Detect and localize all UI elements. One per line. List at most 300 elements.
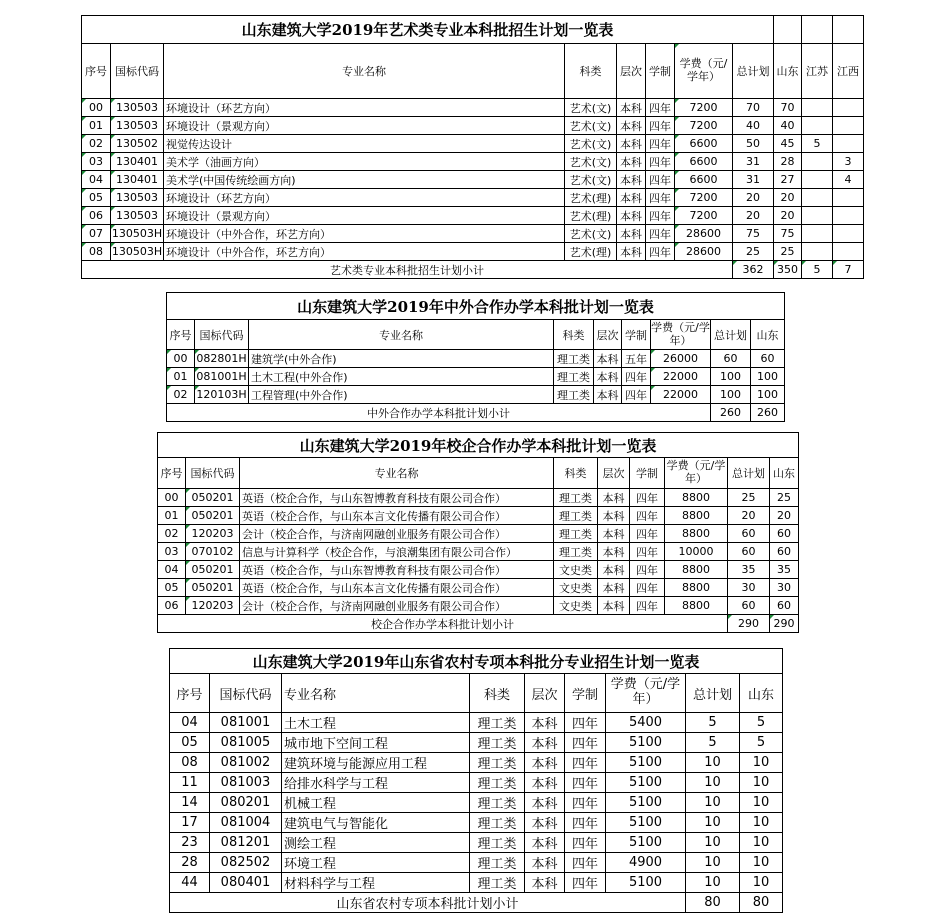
cell-cat: 理工类 <box>470 793 525 813</box>
subtotal-shandong: 260 <box>751 404 785 422</box>
header-years: 学制 <box>622 320 651 350</box>
cell-total: 10 <box>686 753 740 773</box>
cell-fee: 22000 <box>651 386 711 404</box>
cell-fee: 28600 <box>675 225 733 243</box>
table-row <box>170 873 783 893</box>
cell-seq: 02 <box>82 135 111 153</box>
cell-fee: 6600 <box>675 135 733 153</box>
cell-name: 视觉传达设计 <box>164 135 565 153</box>
cell-name: 环境设计（环艺方向） <box>164 99 565 117</box>
cell-jiangsu <box>802 207 833 225</box>
header-total: 总计划 <box>686 674 740 713</box>
cell-total: 20 <box>733 189 774 207</box>
cell-level: 本科 <box>617 153 646 171</box>
cell-fee: 5100 <box>606 813 686 833</box>
cell-name: 环境设计（环艺方向） <box>164 189 565 207</box>
header-level: 层次 <box>525 674 565 713</box>
header-name: 专业名称 <box>164 44 565 99</box>
cell-fee: 5100 <box>606 833 686 853</box>
cell-years: 四年 <box>565 713 606 733</box>
subtotal-total: 290 <box>728 615 770 633</box>
cell-seq: 02 <box>158 525 186 543</box>
cell-years: 四年 <box>622 386 651 404</box>
cell-fee: 6600 <box>675 171 733 189</box>
header-years: 学制 <box>565 674 606 713</box>
cell-shandong: 60 <box>770 597 799 615</box>
subtotal-label: 校企合作办学本科批计划小计 <box>158 615 728 633</box>
cell-level: 本科 <box>617 225 646 243</box>
cell-jiangsu <box>802 243 833 261</box>
header-total: 总计划 <box>733 44 774 99</box>
cell-shandong: 10 <box>740 833 783 853</box>
subtotal-row <box>82 261 864 279</box>
header-cat: 科类 <box>470 674 525 713</box>
cell-code: 082502 <box>210 853 282 873</box>
cell-jiangxi <box>833 207 864 225</box>
school-enterprise-table <box>157 432 799 633</box>
cell-code: 081001 <box>210 713 282 733</box>
cell-level: 本科 <box>525 813 565 833</box>
cell-code: 130401 <box>111 171 164 189</box>
table-row <box>170 793 783 813</box>
cell-shandong: 20 <box>774 207 802 225</box>
cell-level: 本科 <box>617 117 646 135</box>
cell-cat: 理工类 <box>470 833 525 853</box>
cell-total: 25 <box>733 243 774 261</box>
header-seq: 序号 <box>170 674 210 713</box>
cell-shandong: 28 <box>774 153 802 171</box>
cell-jiangsu <box>802 171 833 189</box>
cell-name: 土木工程(中外合作) <box>249 368 554 386</box>
cell-cat: 艺术(理) <box>565 189 617 207</box>
cell-code: 070102 <box>186 543 240 561</box>
cell-level: 本科 <box>525 793 565 813</box>
header-level: 层次 <box>598 458 630 489</box>
header-jiangxi: 江西 <box>833 44 864 99</box>
cell-name: 英语（校企合作，与山东本言文化传播有限公司合作） <box>240 579 554 597</box>
cell-level: 本科 <box>598 579 630 597</box>
cell-cat: 艺术(理) <box>565 207 617 225</box>
cell-shandong: 25 <box>774 243 802 261</box>
cell-name: 美术学（油画方向） <box>164 153 565 171</box>
cell-level: 本科 <box>525 853 565 873</box>
cell-cat: 理工类 <box>554 368 594 386</box>
cell-cat: 理工类 <box>554 489 598 507</box>
cell-total: 31 <box>733 171 774 189</box>
header-fee: 学费（元/学年） <box>665 458 728 489</box>
cell-seq: 04 <box>158 561 186 579</box>
cell-jiangxi: 4 <box>833 171 864 189</box>
header-fee: 学费（元/学年） <box>606 674 686 713</box>
cell-code: 050201 <box>186 579 240 597</box>
header-shandong: 山东 <box>740 674 783 713</box>
cell-years: 四年 <box>622 368 651 386</box>
cell-level: 本科 <box>525 833 565 853</box>
cell-total: 50 <box>733 135 774 153</box>
cell-name: 环境设计（中外合作，环艺方向） <box>164 225 565 243</box>
cell-fee: 22000 <box>651 368 711 386</box>
header-jiangsu: 江苏 <box>802 44 833 99</box>
subtotal-row <box>167 404 785 422</box>
cell-fee: 5100 <box>606 753 686 773</box>
table-row <box>170 733 783 753</box>
cell-years: 四年 <box>646 117 675 135</box>
cell-seq: 11 <box>170 773 210 793</box>
cell-cat: 理工类 <box>470 813 525 833</box>
cell-shandong: 60 <box>751 350 785 368</box>
subtotal-shandong: 80 <box>740 893 783 913</box>
cell-fee: 5100 <box>606 793 686 813</box>
cell-cat: 艺术(文) <box>565 225 617 243</box>
cell-fee: 7200 <box>675 189 733 207</box>
cell-level: 本科 <box>617 207 646 225</box>
cell-shandong: 5 <box>740 733 783 753</box>
cell-name: 建筑环境与能源应用工程 <box>282 753 470 773</box>
rural-special-table <box>169 648 783 913</box>
cell-level: 本科 <box>594 368 622 386</box>
cell-years: 四年 <box>646 135 675 153</box>
subtotal-label: 艺术类专业本科批招生计划小计 <box>82 261 733 279</box>
cell-name: 美术学(中国传统绘画方向) <box>164 171 565 189</box>
header-seq: 序号 <box>167 320 195 350</box>
sino-foreign-table <box>166 292 785 422</box>
subtotal-jiangxi: 7 <box>833 261 864 279</box>
cell-jiangsu <box>802 225 833 243</box>
cell-cat: 艺术(文) <box>565 171 617 189</box>
table-row <box>158 561 799 579</box>
cell-years: 四年 <box>565 813 606 833</box>
header-years: 学制 <box>630 458 665 489</box>
header-fee: 学费（元/学年） <box>675 44 733 99</box>
header-cat: 科类 <box>554 320 594 350</box>
cell-level: 本科 <box>525 713 565 733</box>
cell-shandong: 20 <box>770 507 799 525</box>
cell-seq: 14 <box>170 793 210 813</box>
cell-fee: 7200 <box>675 99 733 117</box>
cell-total: 31 <box>733 153 774 171</box>
cell-level: 本科 <box>525 773 565 793</box>
cell-level: 本科 <box>598 543 630 561</box>
cell-years: 四年 <box>630 507 665 525</box>
cell-fee: 5100 <box>606 733 686 753</box>
cell-code: 081001H <box>195 368 249 386</box>
cell-years: 四年 <box>565 733 606 753</box>
header-name: 专业名称 <box>249 320 554 350</box>
cell-seq: 08 <box>82 243 111 261</box>
cell-shandong: 45 <box>774 135 802 153</box>
cell-shandong: 10 <box>740 813 783 833</box>
cell-fee: 10000 <box>665 543 728 561</box>
cell-cat: 艺术(文) <box>565 117 617 135</box>
cell-seq: 00 <box>82 99 111 117</box>
cell-name: 材料科学与工程 <box>282 873 470 893</box>
cell-shandong: 100 <box>751 386 785 404</box>
header-cat: 科类 <box>565 44 617 99</box>
cell-years: 四年 <box>630 525 665 543</box>
cell-fee: 5100 <box>606 773 686 793</box>
subtotal-label: 山东省农村专项本科批计划小计 <box>170 893 686 913</box>
header-code: 国标代码 <box>195 320 249 350</box>
cell-shandong: 20 <box>774 189 802 207</box>
cell-shandong: 30 <box>770 579 799 597</box>
cell-code: 120203 <box>186 525 240 543</box>
cell-years: 四年 <box>565 833 606 853</box>
cell-name: 会计（校企合作，与济南网融创业服务有限公司合作） <box>240 597 554 615</box>
cell-years: 四年 <box>646 207 675 225</box>
cell-total: 20 <box>728 507 770 525</box>
table-row <box>82 99 864 117</box>
cell-level: 本科 <box>617 189 646 207</box>
cell-jiangsu <box>802 189 833 207</box>
cell-seq: 03 <box>82 153 111 171</box>
cell-total: 35 <box>728 561 770 579</box>
cell-fee: 4900 <box>606 853 686 873</box>
header-row <box>158 458 799 489</box>
cell-cat: 理工类 <box>470 753 525 773</box>
cell-code: 120203 <box>186 597 240 615</box>
cell-name: 英语（校企合作，与山东智博教育科技有限公司合作） <box>240 561 554 579</box>
cell-fee: 8800 <box>665 561 728 579</box>
cell-name: 机械工程 <box>282 793 470 813</box>
cell-total: 60 <box>711 350 751 368</box>
table-row <box>82 225 864 243</box>
header-shandong: 山东 <box>770 458 799 489</box>
cell-code: 130503 <box>111 99 164 117</box>
header-shandong: 山东 <box>774 44 802 99</box>
cell-cat: 文史类 <box>554 579 598 597</box>
header-name: 专业名称 <box>282 674 470 713</box>
subtotal-total: 80 <box>686 893 740 913</box>
header-name: 专业名称 <box>240 458 554 489</box>
cell-years: 四年 <box>646 153 675 171</box>
cell-shandong: 60 <box>770 543 799 561</box>
cell-seq: 05 <box>82 189 111 207</box>
cell-total: 30 <box>728 579 770 597</box>
cell-years: 四年 <box>630 597 665 615</box>
table-row <box>158 597 799 615</box>
cell-shandong: 35 <box>770 561 799 579</box>
cell-code: 130503 <box>111 207 164 225</box>
table-title: 山东建筑大学2019年艺术类专业本科批招生计划一览表 <box>82 16 774 44</box>
cell-years: 四年 <box>630 561 665 579</box>
subtotal-total: 260 <box>711 404 751 422</box>
cell-jiangxi <box>833 135 864 153</box>
cell-seq: 01 <box>82 117 111 135</box>
header-seq: 序号 <box>158 458 186 489</box>
table-row <box>170 713 783 733</box>
table-row <box>167 386 785 404</box>
cell-code: 130503H <box>111 243 164 261</box>
cell-code: 081201 <box>210 833 282 853</box>
cell-name: 建筑学(中外合作) <box>249 350 554 368</box>
cell-seq: 05 <box>170 733 210 753</box>
cell-total: 10 <box>686 853 740 873</box>
cell-code: 130502 <box>111 135 164 153</box>
cell-years: 五年 <box>622 350 651 368</box>
cell-code: 081003 <box>210 773 282 793</box>
header-total: 总计划 <box>728 458 770 489</box>
cell-years: 四年 <box>565 773 606 793</box>
cell-shandong: 70 <box>774 99 802 117</box>
cell-shandong: 10 <box>740 753 783 773</box>
cell-shandong: 5 <box>740 713 783 733</box>
cell-fee: 5400 <box>606 713 686 733</box>
cell-code: 130503 <box>111 189 164 207</box>
cell-name: 建筑电气与智能化 <box>282 813 470 833</box>
cell-name: 给排水科学与工程 <box>282 773 470 793</box>
header-code: 国标代码 <box>186 458 240 489</box>
cell-shandong: 10 <box>740 773 783 793</box>
table-title: 山东建筑大学2019年校企合作办学本科批计划一览表 <box>158 433 799 458</box>
cell-shandong: 40 <box>774 117 802 135</box>
cell-seq: 00 <box>167 350 195 368</box>
art-enrollment-table <box>81 15 864 279</box>
cell-code: 050201 <box>186 489 240 507</box>
cell-code: 081004 <box>210 813 282 833</box>
cell-jiangxi <box>833 243 864 261</box>
cell-cat: 理工类 <box>554 507 598 525</box>
cell-code: 080401 <box>210 873 282 893</box>
cell-years: 四年 <box>565 753 606 773</box>
cell-name: 环境工程 <box>282 853 470 873</box>
cell-seq: 04 <box>170 713 210 733</box>
cell-seq: 01 <box>158 507 186 525</box>
cell-total: 60 <box>728 543 770 561</box>
cell-total: 10 <box>686 813 740 833</box>
cell-level: 本科 <box>598 561 630 579</box>
cell-code: 130503 <box>111 117 164 135</box>
cell-jiangsu: 5 <box>802 135 833 153</box>
cell-shandong: 60 <box>770 525 799 543</box>
cell-level: 本科 <box>525 753 565 773</box>
cell-cat: 文史类 <box>554 561 598 579</box>
cell-total: 5 <box>686 713 740 733</box>
table-row <box>158 543 799 561</box>
cell-seq: 44 <box>170 873 210 893</box>
cell-seq: 05 <box>158 579 186 597</box>
cell-level: 本科 <box>617 243 646 261</box>
subtotal-jiangsu: 5 <box>802 261 833 279</box>
cell-total: 60 <box>728 597 770 615</box>
table-row <box>170 773 783 793</box>
cell-seq: 08 <box>170 753 210 773</box>
cell-total: 10 <box>686 873 740 893</box>
cell-shandong: 10 <box>740 873 783 893</box>
cell-level: 本科 <box>617 99 646 117</box>
cell-cat: 理工类 <box>554 386 594 404</box>
cell-total: 40 <box>733 117 774 135</box>
cell-jiangxi <box>833 99 864 117</box>
cell-code: 050201 <box>186 507 240 525</box>
cell-total: 100 <box>711 386 751 404</box>
cell-seq: 03 <box>158 543 186 561</box>
table-row <box>170 753 783 773</box>
cell-cat: 艺术(理) <box>565 243 617 261</box>
cell-years: 四年 <box>630 489 665 507</box>
cell-code: 050201 <box>186 561 240 579</box>
cell-total: 20 <box>733 207 774 225</box>
cell-level: 本科 <box>594 386 622 404</box>
table-title: 山东建筑大学2019年山东省农村专项本科批分专业招生计划一览表 <box>170 649 783 674</box>
table-row <box>82 171 864 189</box>
cell-name: 环境设计（景观方向） <box>164 207 565 225</box>
cell-fee: 26000 <box>651 350 711 368</box>
cell-name: 工程管理(中外合作) <box>249 386 554 404</box>
cell-name: 环境设计（景观方向） <box>164 117 565 135</box>
subtotal-total: 362 <box>733 261 774 279</box>
cell-cat: 艺术(文) <box>565 153 617 171</box>
header-years: 学制 <box>646 44 675 99</box>
table-row <box>170 813 783 833</box>
header-level: 层次 <box>594 320 622 350</box>
cell-total: 70 <box>733 99 774 117</box>
cell-jiangxi: 3 <box>833 153 864 171</box>
table-row <box>158 507 799 525</box>
cell-level: 本科 <box>617 171 646 189</box>
cell-seq: 06 <box>158 597 186 615</box>
cell-jiangsu <box>802 117 833 135</box>
cell-cat: 理工类 <box>554 350 594 368</box>
cell-level: 本科 <box>617 135 646 153</box>
cell-shandong: 100 <box>751 368 785 386</box>
cell-fee: 8800 <box>665 525 728 543</box>
header-code: 国标代码 <box>111 44 164 99</box>
subtotal-shandong: 290 <box>770 615 799 633</box>
cell-name: 英语（校企合作，与山东本言文化传播有限公司合作） <box>240 507 554 525</box>
cell-years: 四年 <box>646 225 675 243</box>
cell-level: 本科 <box>594 350 622 368</box>
subtotal-row <box>170 893 783 913</box>
cell-fee: 8800 <box>665 579 728 597</box>
cell-jiangxi <box>833 189 864 207</box>
cell-cat: 理工类 <box>470 733 525 753</box>
cell-years: 四年 <box>565 793 606 813</box>
cell-cat: 理工类 <box>554 525 598 543</box>
cell-cat: 理工类 <box>470 853 525 873</box>
cell-years: 四年 <box>630 579 665 597</box>
cell-code: 081002 <box>210 753 282 773</box>
cell-jiangsu <box>802 153 833 171</box>
cell-level: 本科 <box>525 873 565 893</box>
cell-seq: 02 <box>167 386 195 404</box>
table-row <box>170 853 783 873</box>
cell-cat: 理工类 <box>470 773 525 793</box>
cell-name: 测绘工程 <box>282 833 470 853</box>
table-row <box>158 579 799 597</box>
cell-jiangxi <box>833 225 864 243</box>
cell-fee: 7200 <box>675 117 733 135</box>
cell-level: 本科 <box>598 489 630 507</box>
cell-shandong: 10 <box>740 793 783 813</box>
cell-fee: 28600 <box>675 243 733 261</box>
cell-code: 081005 <box>210 733 282 753</box>
cell-total: 25 <box>728 489 770 507</box>
cell-code: 120103H <box>195 386 249 404</box>
cell-years: 四年 <box>565 853 606 873</box>
cell-cat: 艺术(文) <box>565 135 617 153</box>
cell-fee: 8800 <box>665 507 728 525</box>
cell-code: 130401 <box>111 153 164 171</box>
cell-years: 四年 <box>646 189 675 207</box>
cell-fee: 8800 <box>665 489 728 507</box>
table-row <box>82 207 864 225</box>
subtotal-shandong: 350 <box>774 261 802 279</box>
cell-jiangsu <box>802 99 833 117</box>
cell-code: 082801H <box>195 350 249 368</box>
cell-seq: 17 <box>170 813 210 833</box>
cell-fee: 6600 <box>675 153 733 171</box>
cell-years: 四年 <box>630 543 665 561</box>
